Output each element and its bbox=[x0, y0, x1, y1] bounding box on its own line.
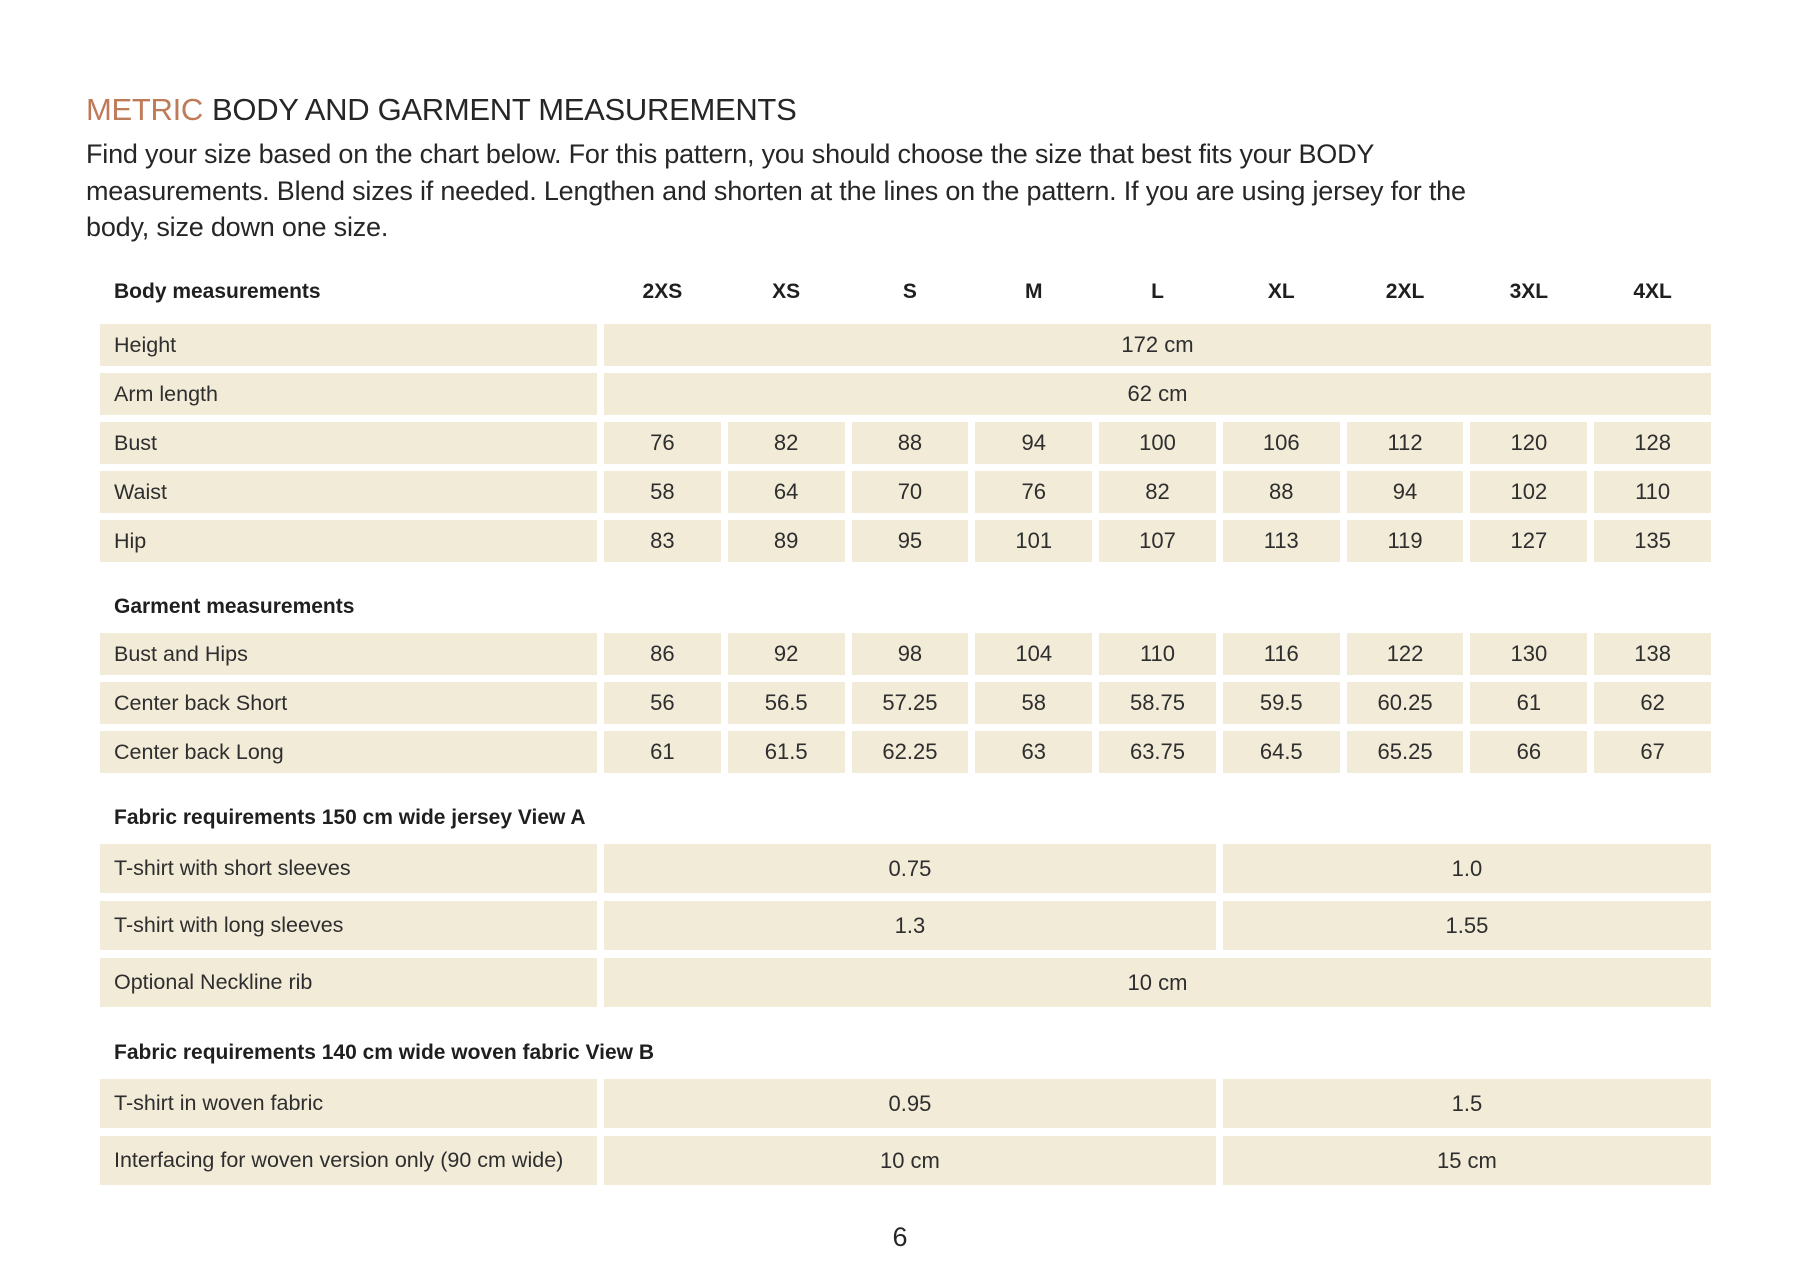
merged-value-cell: 15 cm bbox=[1223, 1136, 1711, 1185]
merged-value-cell: 1.5 bbox=[1223, 1079, 1711, 1128]
table-corner-label: Body measurements bbox=[114, 280, 321, 303]
value-cell: 66 bbox=[1470, 731, 1587, 773]
table-row bbox=[100, 422, 1711, 464]
intro-line: Find your size based on the chart below. For this pattern, you should choose the size that best fits your BODY bbox=[86, 139, 1375, 169]
intro-line: measurements. Blend sizes if needed. Lengthen and shorten at the lines on the pattern. If you are using jersey for the bbox=[86, 175, 1466, 206]
value-cell: 64.5 bbox=[1223, 731, 1340, 773]
table-row bbox=[100, 324, 1711, 366]
size-header: S bbox=[902, 280, 917, 303]
merged-value-cell: 172 cm bbox=[604, 324, 1711, 366]
value-cell: 107 bbox=[1099, 520, 1216, 562]
section-label: Garment measurements bbox=[114, 595, 355, 618]
table-row bbox=[100, 633, 1711, 675]
row-label: Bust and Hips bbox=[100, 633, 597, 675]
merged-value-cell: 1.0 bbox=[1223, 844, 1711, 893]
row-label: Height bbox=[100, 324, 597, 366]
value-cell: 106 bbox=[1223, 422, 1340, 464]
row-label: Optional Neckline rib bbox=[100, 958, 597, 1007]
value-cell: 120 bbox=[1470, 422, 1587, 464]
value-cell: 127 bbox=[1470, 520, 1587, 562]
table-row bbox=[100, 520, 1711, 562]
merged-value-cell: 62 cm bbox=[604, 373, 1711, 415]
value-cell: 67 bbox=[1594, 731, 1711, 773]
table-row bbox=[100, 471, 1711, 513]
value-cell: 62 bbox=[1594, 682, 1711, 724]
value-cell: 102 bbox=[1470, 471, 1587, 513]
value-cell: 128 bbox=[1594, 422, 1711, 464]
value-cell: 61 bbox=[1470, 682, 1587, 724]
size-table bbox=[100, 270, 1711, 1193]
table-header-row bbox=[100, 270, 1711, 314]
page-title-accent: METRIC bbox=[86, 92, 204, 127]
merged-value-cell: 10 cm bbox=[604, 1136, 1216, 1185]
size-header: M bbox=[1024, 280, 1043, 303]
value-cell: 60.25 bbox=[1347, 682, 1464, 724]
value-cell: 101 bbox=[975, 520, 1092, 562]
value-cell: 89 bbox=[728, 520, 845, 562]
value-cell: 130 bbox=[1470, 633, 1587, 675]
value-cell: 76 bbox=[604, 422, 721, 464]
value-cell: 88 bbox=[1223, 471, 1340, 513]
value-cell: 104 bbox=[975, 633, 1092, 675]
size-header: 4XL bbox=[1633, 280, 1672, 303]
section-label: Fabric requirements 140 cm wide woven fabric View B bbox=[114, 1041, 654, 1064]
value-cell: 86 bbox=[604, 633, 721, 675]
value-cell: 56.5 bbox=[728, 682, 845, 724]
value-cell: 110 bbox=[1099, 633, 1216, 675]
merged-value-cell: 1.3 bbox=[604, 901, 1216, 950]
value-cell: 82 bbox=[1099, 471, 1216, 513]
table-row bbox=[100, 373, 1711, 415]
value-cell: 116 bbox=[1223, 633, 1340, 675]
row-label: T-shirt with long sleeves bbox=[100, 901, 597, 950]
value-cell: 63.75 bbox=[1099, 731, 1216, 773]
value-cell: 58.75 bbox=[1099, 682, 1216, 724]
value-cell: 100 bbox=[1099, 422, 1216, 464]
value-cell: 119 bbox=[1347, 520, 1464, 562]
value-cell: 95 bbox=[852, 520, 969, 562]
value-cell: 59.5 bbox=[1223, 682, 1340, 724]
value-cell: 64 bbox=[728, 471, 845, 513]
size-header: XL bbox=[1267, 280, 1295, 303]
value-cell: 112 bbox=[1347, 422, 1464, 464]
size-header: 2XL bbox=[1385, 280, 1425, 303]
table-row bbox=[100, 682, 1711, 724]
value-cell: 110 bbox=[1594, 471, 1711, 513]
table-row bbox=[100, 1136, 1711, 1185]
table-row bbox=[100, 901, 1711, 950]
merged-value-cell: 0.95 bbox=[604, 1079, 1216, 1128]
size-header: 3XL bbox=[1509, 280, 1549, 303]
value-cell: 61.5 bbox=[728, 731, 845, 773]
value-cell: 58 bbox=[604, 471, 721, 513]
intro-paragraph bbox=[86, 136, 1466, 246]
value-cell: 113 bbox=[1223, 520, 1340, 562]
row-label: Center back Short bbox=[100, 682, 597, 724]
page-number: 6 bbox=[892, 1222, 908, 1252]
table-row bbox=[100, 958, 1711, 1007]
section-label: Fabric requirements 150 cm wide jersey View A bbox=[114, 806, 586, 829]
value-cell: 83 bbox=[604, 520, 721, 562]
value-cell: 138 bbox=[1594, 633, 1711, 675]
value-cell: 70 bbox=[852, 471, 969, 513]
size-header: 2XS bbox=[642, 280, 683, 303]
page-title bbox=[86, 92, 796, 128]
value-cell: 135 bbox=[1594, 520, 1711, 562]
row-label: T-shirt with short sleeves bbox=[100, 844, 597, 893]
value-cell: 82 bbox=[728, 422, 845, 464]
row-label: Arm length bbox=[100, 373, 597, 415]
row-label: Hip bbox=[100, 520, 597, 562]
size-header: L bbox=[1151, 280, 1164, 303]
value-cell: 76 bbox=[975, 471, 1092, 513]
row-label: Center back Long bbox=[100, 731, 597, 773]
value-cell: 62.25 bbox=[852, 731, 969, 773]
merged-value-cell: 0.75 bbox=[604, 844, 1216, 893]
value-cell: 63 bbox=[975, 731, 1092, 773]
row-label: Waist bbox=[100, 471, 597, 513]
merged-value-cell: 1.55 bbox=[1223, 901, 1711, 950]
value-cell: 94 bbox=[975, 422, 1092, 464]
table-row bbox=[100, 731, 1711, 773]
row-label: Bust bbox=[100, 422, 597, 464]
value-cell: 88 bbox=[852, 422, 969, 464]
row-label: Interfacing for woven version only (90 cm wide) bbox=[100, 1136, 597, 1185]
value-cell: 92 bbox=[728, 633, 845, 675]
merged-value-cell: 10 cm bbox=[604, 958, 1711, 1007]
value-cell: 57.25 bbox=[852, 682, 969, 724]
value-cell: 56 bbox=[604, 682, 721, 724]
value-cell: 65.25 bbox=[1347, 731, 1464, 773]
value-cell: 94 bbox=[1347, 471, 1464, 513]
value-cell: 122 bbox=[1347, 633, 1464, 675]
table-row bbox=[100, 1079, 1711, 1128]
size-header: XS bbox=[772, 280, 801, 303]
page-title-rest: BODY AND GARMENT MEASUREMENTS bbox=[212, 92, 797, 127]
value-cell: 61 bbox=[604, 731, 721, 773]
table-row bbox=[100, 844, 1711, 893]
value-cell: 58 bbox=[975, 682, 1092, 724]
row-label: T-shirt in woven fabric bbox=[100, 1079, 597, 1128]
value-cell: 98 bbox=[852, 633, 969, 675]
intro-line: body, size down one size. bbox=[86, 212, 389, 242]
